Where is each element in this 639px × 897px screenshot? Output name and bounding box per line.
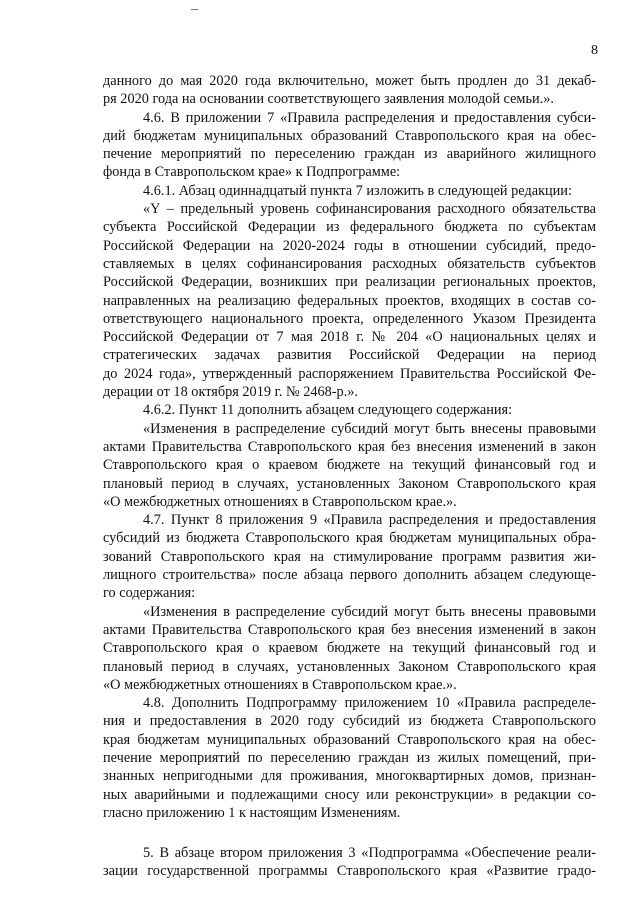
text-line: стратегических задачах развития Российской Федерации на период	[103, 347, 596, 364]
text-line: знанных непригодными для проживания, многоквартирных домов, признан-	[103, 768, 596, 785]
text-line: Ставропольского края о краевом бюджете на текущий финансовый год и	[103, 457, 596, 474]
text-line: «Изменения в распределение субсидий могут быть внесены правовыми	[143, 420, 596, 437]
text-line: печение мероприятий по переселению граждан из аварийного жилищного	[103, 146, 596, 163]
text-line: Российской Федерации, возникших при реализации региональных проектов,	[103, 274, 596, 291]
text-line: ния и предоставления в 2020 году субсидий из бюджета Ставропольского	[103, 713, 596, 730]
text-line: гласно приложению 1 к настоящим Изменениям.	[103, 804, 401, 821]
text-line: субсидий из бюджета Ставропольского края бюджетам муниципальных обра-	[103, 530, 596, 547]
text-line: актами Правительства Ставропольского края без внесения изменений в закон	[103, 438, 596, 455]
text-line: 4.7. Пункт 8 приложения 9 «Правила распределения и предоставления	[143, 512, 596, 529]
text-line: плановый период в случаях, установленных Законом Ставропольского края	[103, 475, 596, 492]
text-line: 4.6.2. Пункт 11 дополнить абзацем следующего содержания:	[143, 402, 513, 419]
text-line: го содержания:	[103, 585, 196, 602]
text-line: Ставропольского края о краевом бюджете на текущий финансовый год и	[103, 640, 596, 657]
text-line: края бюджетам муниципальных образований Ставропольского края на обес-	[103, 731, 596, 748]
text-line: направленных на реализацию федеральных проектов, входящих в состав со-	[103, 292, 596, 309]
text-line: ответствующего национального проекта, определенного Указом Президента	[103, 310, 596, 327]
text-line: дий бюджетам муниципальных образований Ставропольского края на обес-	[103, 127, 596, 144]
text-line: дерации от 18 октября 2019 г. № 2468-р.».	[103, 384, 358, 401]
text-line: Российской Федерации от 7 мая 2018 г. № 204 «О национальных целях и	[103, 329, 596, 346]
text-line: «Y – предельный уровень софинансирования расходного обязательства	[143, 201, 596, 218]
text-line: плановый период в случаях, установленных Законом Ставропольского края	[103, 658, 596, 675]
text-line: ных аварийными и подлежащими сносу или реконструкции» в редакции со-	[103, 786, 596, 803]
text-line: данного до мая 2020 года включительно, может быть продлен до 31 декаб-	[103, 73, 596, 89]
text-line: фонда в Ставропольском крае» к Подпрограмме:	[103, 164, 401, 181]
scan-artifact-mark	[191, 9, 198, 10]
text-line: актами Правительства Ставропольского края без внесения изменений в закон	[103, 621, 596, 638]
body-text	[103, 72, 596, 881]
text-line: 4.6.1. Абзац одиннадцатый пункта 7 изложить в следующей редакции:	[143, 182, 572, 199]
text-line: зований Ставропольского края на стимулирование программ развития жи-	[103, 548, 596, 565]
text-line: 4.6. В приложении 7 «Правила распределения и предоставления субси-	[143, 109, 596, 126]
text-line: до 2024 года», утвержденный распоряжением Правительства Российской Фе-	[103, 365, 596, 382]
text-line: «О межбюджетных отношениях в Ставропольском крае.».	[103, 493, 457, 510]
text-line: «О межбюджетных отношениях в Ставропольском крае.».	[103, 676, 457, 693]
text-line: 5. В абзаце втором приложения 3 «Подпрограмма «Обеспечение реали-	[143, 845, 596, 862]
text-line: Российской Федерации на 2020-2024 годы в отношении субсидий, предо-	[103, 237, 596, 254]
text-line: 4.8. Дополнить Подпрограмму приложением 10 «Правила распределе-	[143, 695, 596, 712]
page-number: 8	[591, 43, 598, 58]
text-line: «Изменения в распределение субсидий могут быть внесены правовыми	[143, 603, 596, 620]
text-line: ря 2020 года на основании соответствующего заявления молодой семьи.».	[103, 91, 554, 108]
text-line: субъекта Российской Федерации из федерального бюджета по субъектам	[103, 219, 596, 236]
paragraph-gap	[103, 822, 596, 844]
text-line: печение мероприятий по переселению граждан из жилых помещений, при-	[103, 749, 596, 766]
text-line: ставляемых в целях софинансирования расходных обязательств субъектов	[103, 255, 596, 272]
text-line: лищного строительства» после абзаца первого дополнить абзацем следующе-	[103, 567, 596, 584]
text-line: зации государственной программы Ставропольского края «Развитие градо-	[103, 863, 596, 880]
